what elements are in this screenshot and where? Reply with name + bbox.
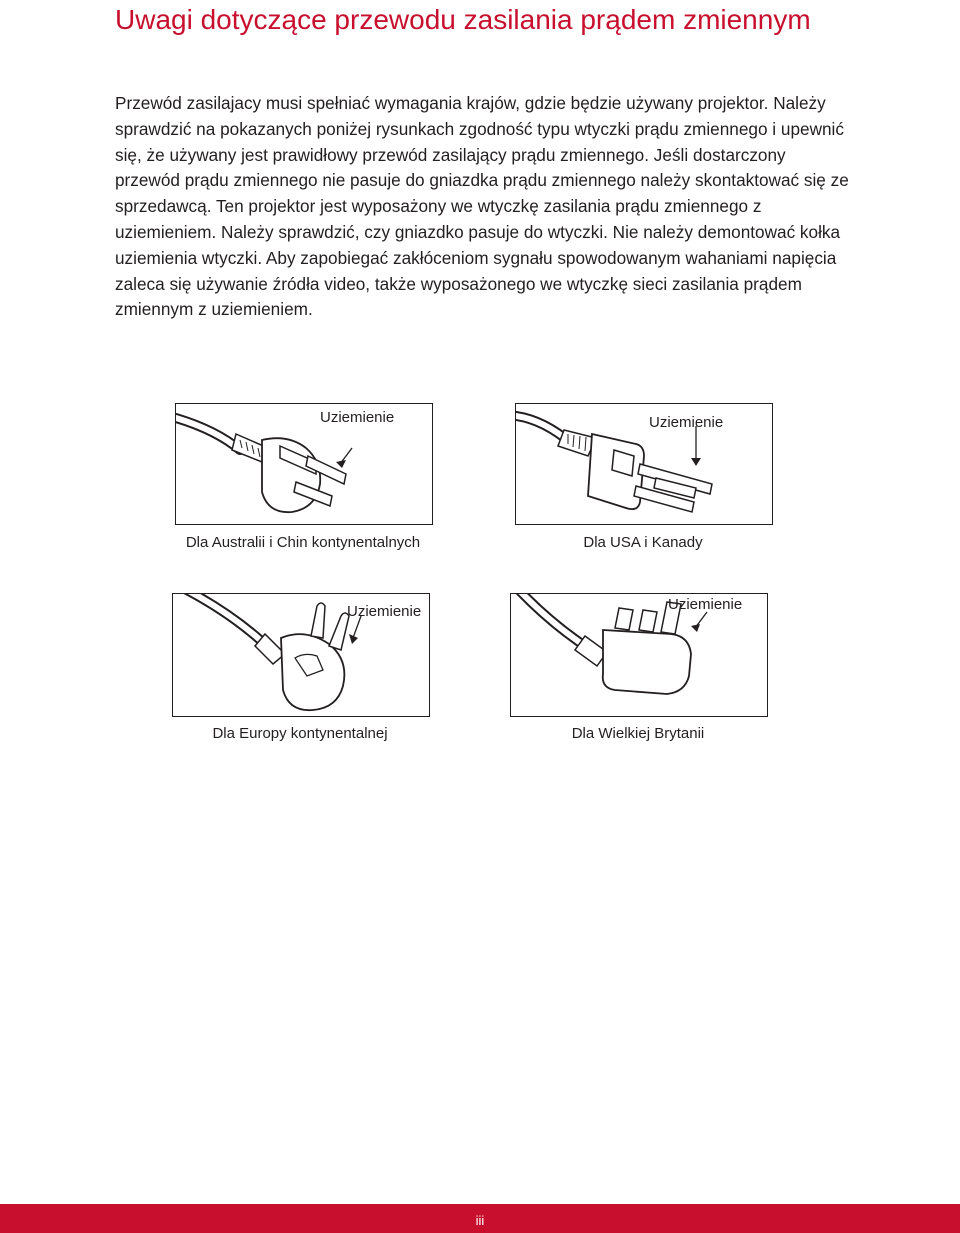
usa-canada-plug-icon [516,404,772,524]
ground-label: Uziemienie [347,603,422,620]
plug-caption: Dla Wielkiej Brytanii [571,725,705,742]
ground-label: Uziemienie [668,596,743,613]
plug-caption: Dla Australii i Chin kontynentalnych [185,534,421,551]
plug-figure-uk [510,593,768,717]
ground-label: Uziemienie [320,409,395,426]
plug-caption: Dla USA i Kanady [583,534,703,551]
plug-figure-usa-canada [515,403,773,525]
plug-caption: Dla Europy kontynentalnej [212,725,388,742]
ground-label: Uziemienie [649,414,724,431]
body-paragraph: Przewód zasilajacy musi spełniać wymagania krajów, gdzie będzie używany projektor. Należy sprawdzić na pokazanych poniżej rysunkach zgodność typu wtyczki prądu zmiennego i upewnić się, że używany jest prawidłowy przewód zasilający prądu zmiennego. Jeśli dostarczony przewód prądu zmiennego nie pasuje do gniazdka prądu zmiennego należy skontaktować się ze sprzedawcą. Ten projektor jest wyposażony we wtyczkę zasilania prądu zmiennego z uziemieniem. Należy sprawdzić, czy gniazdko pasuje do wtyczki. Nie należy demontować kołka uziemienia wtyczki. Aby zapobiegać zakłóceniom sygnału spowodowanym wahaniami napięcia zaleca się używanie źródła video, także wyposażonego we wtyczkę sieci zasilania prądem zmiennym z uziemieniem. [115,93,849,320]
plug-figure-australia-china [175,403,433,525]
plug-figure-europe [172,593,430,717]
page-number: iii [475,1213,485,1228]
page-title: Uwagi dotyczące przewodu zasilania prądem zmiennym [115,4,811,35]
footer-bar [0,1204,960,1233]
